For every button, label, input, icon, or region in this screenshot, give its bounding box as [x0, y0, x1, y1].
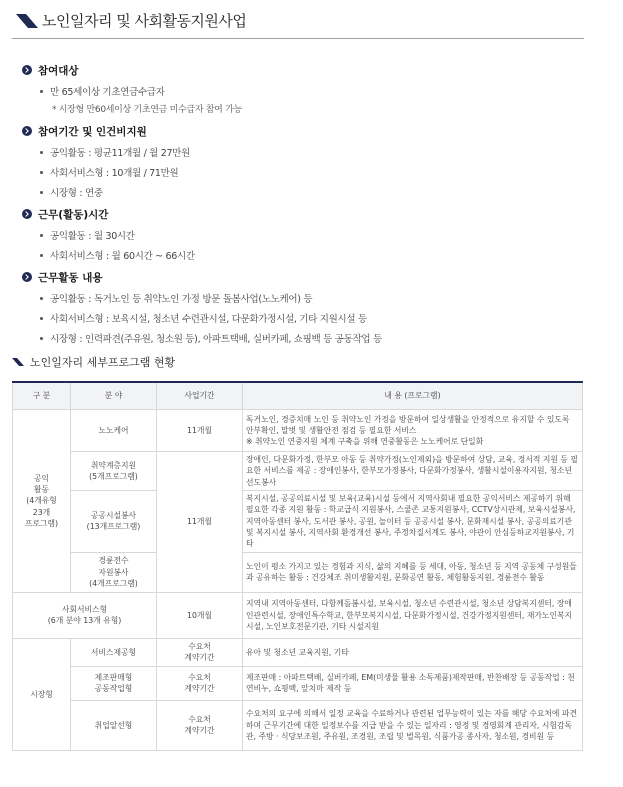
dot-icon	[40, 337, 43, 340]
header-cell: 구 분	[13, 382, 71, 410]
list-item: 공익활동 : 월 30시간	[40, 228, 135, 242]
content-cell: 제조판매 : 아파트택배, 실버카페, EM(미생물 활용 소독제품)제작판매, 반찬배장 등 공동작업 : 천연비누, 쇼핑백, 앞치마 제작 등	[243, 666, 583, 700]
dot-icon	[40, 297, 43, 300]
program-table	[12, 381, 583, 751]
content-cell: 장애인, 다문화가정, 한부모 아동 등 취약가정(노인제외)을 방문하여 상담, 교육, 정서적 지원 등 필요한 서비스를 제공 : 장애인봉사, 한부모가정봉사, 다문화가정봉사, 생활시설이용자지원, 청소년선도봉사	[243, 452, 583, 491]
list-item: 공익활동 : 독거노인 등 취약노인 가정 방문 돌봄사업(노노케어) 등	[40, 291, 312, 305]
page-header	[12, 4, 584, 39]
table-header-row	[13, 382, 583, 410]
table-row	[13, 490, 583, 552]
table-row	[13, 410, 583, 452]
chevron-circle-icon	[22, 272, 32, 282]
period-cell: 10개월	[157, 592, 243, 638]
period-cell: 수요처 계약기간	[157, 638, 243, 666]
period-cell: 11개월	[157, 410, 243, 452]
content-cell: 수요처의 요구에 의해서 일정 교육을 수료하거나 관련된 업무능력이 있는 자를 해당 수요처에 파견하며 근무기간에 대한 일정보수를 지급 받을 수 있는 일자리 : 영정 및 경영회계 관리자, 시험감독관, 주방 · 식당보조원, 주유원, 조경원, 조립 및 벌목원, 식품가공 종사자, 청소원, 경비원 등	[243, 700, 583, 750]
dot-icon	[40, 234, 43, 237]
period-cell: 수요처 계약기간	[157, 666, 243, 700]
chevron-circle-icon	[22, 209, 32, 219]
section-heading: 참여기간 및 인건비지원	[22, 124, 147, 139]
field-cell: 서비스제공형	[71, 638, 157, 666]
list-item: 시장형 : 연중	[40, 185, 103, 199]
list-item: 만 65세이상 기초연금수급자	[40, 84, 165, 98]
content-cell: 복지시설, 공공의료시설 및 보육(교육)시설 등에서 지역사회내 필요한 공익서비스 제공하기 위해 필요한 각종 지원 활동 : 학교급식 지원봉사, 스쿨존 교통지원봉사, CCTV상시관제, 보육시설봉사, 지역아동센터 봉사, 도서관 봉사, 공원, 놀이터 등 공공시설 봉사, 문화재시설 봉사, 공공의료기관 및 복지시설 봉사, 지역사회 환경개선 봉사, 주정차질서계도 봉사, 야관이 안심등하교지원봉사, 기타	[243, 490, 583, 552]
list-item: 공익활동 : 평균11개월 / 월 27만원	[40, 145, 190, 159]
header-cell: 분 야	[71, 382, 157, 410]
table-title: 노인일자리 세부프로그램 현황	[12, 354, 175, 370]
section-heading: 근무(활동)시간	[22, 207, 108, 222]
dot-icon	[40, 90, 43, 93]
page-title: 노인일자리 및 사회활동지원사업	[42, 12, 247, 30]
period-cell: 11개월	[157, 452, 243, 593]
table-row	[13, 666, 583, 700]
table-row	[13, 452, 583, 491]
field-cell: 제조판매형 공동작업형	[71, 666, 157, 700]
group-cell: 시장형	[13, 638, 71, 750]
dot-icon	[40, 171, 43, 174]
dot-icon	[40, 151, 43, 154]
content-cell: 독거노인, 경증치매 노인 등 취약노인 가정을 방문하여 일상생활을 안정적으로 유지할 수 있도록 안부확인, 말벗 및 생활안전 점검 등 필요한 서비스 ※ 취약노인 연중지원 체계 구축을 위해 연중활동은 노노케어로 단일화	[243, 410, 583, 452]
section-heading: 근무활동 내용	[22, 270, 103, 285]
chevron-circle-icon	[22, 65, 32, 75]
field-cell: 취약계층지원 (5개프로그램)	[71, 452, 157, 491]
list-item: 사회서비스형 : 10개월 / 71만원	[40, 165, 178, 179]
field-cell: 노노케어	[71, 410, 157, 452]
table-row	[13, 700, 583, 750]
list-item: 사회서비스형 : 보육시설, 청소년 수련관시설, 다문화가정시설, 기타 지원시설 등	[40, 311, 367, 325]
period-cell: 수요처 계약기간	[157, 700, 243, 750]
chevron-circle-icon	[22, 126, 32, 136]
field-cell: 취업알선형	[71, 700, 157, 750]
header-cell: 사업기간	[157, 382, 243, 410]
field-cell: 공공시설봉사 (13개프로그램)	[71, 490, 157, 552]
table-row	[13, 552, 583, 592]
list-item: 시장형 : 인력파견(주유원, 청소원 등), 아파트택배, 실버카페, 쇼핑백 등 공동작업 등	[40, 331, 382, 345]
dot-icon	[40, 191, 43, 194]
slash-mark-icon	[12, 358, 24, 366]
dot-icon	[40, 317, 43, 320]
note-text: * 시장형 만60세이상 기초연금 미수급자 참여 가능	[52, 105, 242, 115]
content-cell: 노인이 평소 가지고 있는 경험과 지식, 삶의 지혜를 등 세대, 아동, 청소년 등 지역 공동체 구성원들과 공유하는 활동 : 건강체조 취미생활지원, 문화공연 활동, 체험활동지원, 경륜전수 활동	[243, 552, 583, 592]
table-row	[13, 638, 583, 666]
field-cell: 경륜전수 자원봉사 (4개프로그램)	[71, 552, 157, 592]
list-item: 사회서비스형 : 월 60시간 ~ 66시간	[40, 248, 195, 262]
section-heading: 참여대상	[22, 63, 79, 78]
content-cell: 지역내 지역아동센터, 다함께돌봄시설, 보육시설, 청소년 수련관시설, 청소년 상담복지센터, 장애인관련시설, 장애인특수학교, 한부모복지시설, 다문화가정시설, 건강가정지원센터, 재가노인복지시설, 노인보호전문기관, 기타 시설지원	[243, 592, 583, 638]
header-cell: 내 용 (프로그램)	[243, 382, 583, 410]
dot-icon	[40, 254, 43, 257]
group-cell: 공익 활동 (4개유형 23개 프로그램)	[13, 410, 71, 593]
table-row	[13, 592, 583, 638]
field-cell: 사회서비스형 (6개 분야 13개 유형)	[13, 592, 157, 638]
content-cell: 유아 및 청소년 교육지원, 기타	[243, 638, 583, 666]
slash-mark-icon	[16, 14, 38, 28]
